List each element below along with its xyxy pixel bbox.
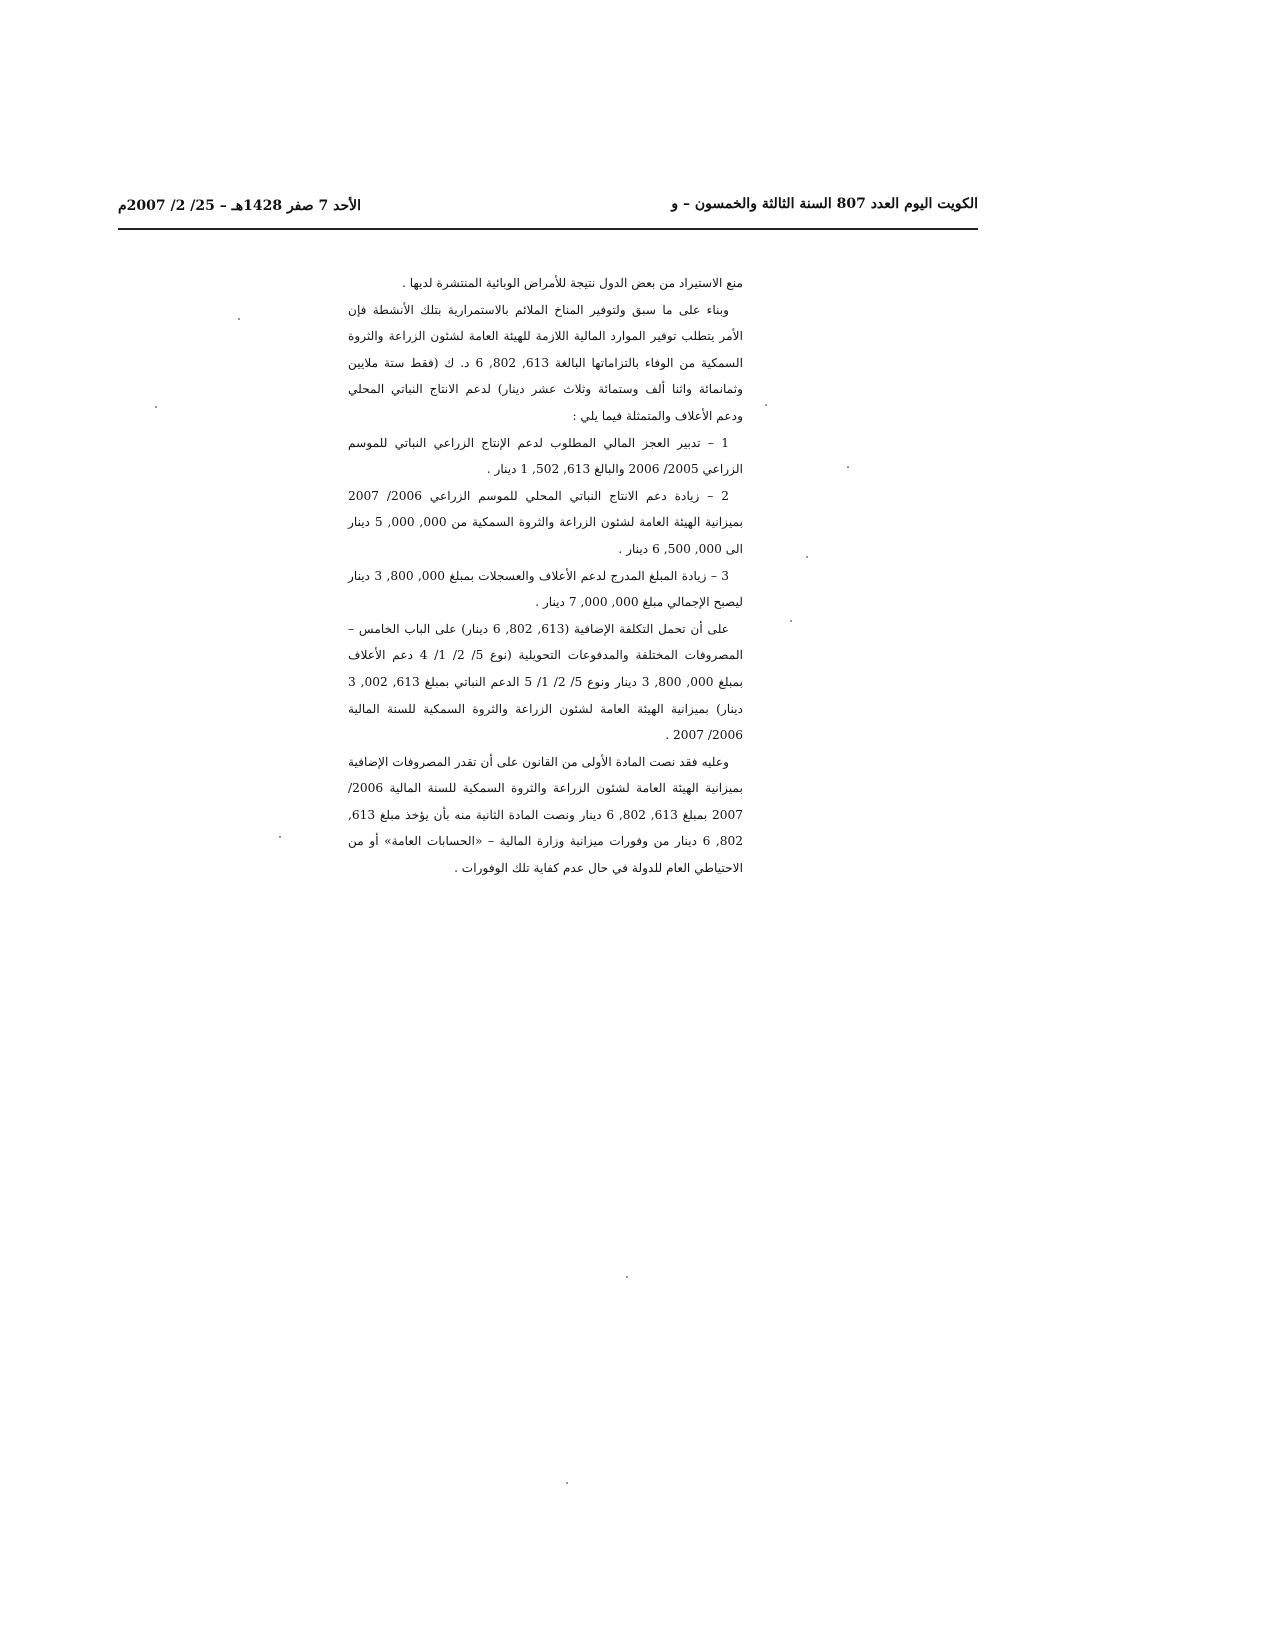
scan-speck xyxy=(790,620,792,622)
scan-speck xyxy=(806,556,808,558)
publication-header: الكويت اليوم العدد 807 السنة الثالثة والخمسون – و xyxy=(671,196,978,212)
paragraph-1: منع الاستيراد من بعض الدول نتيجة للأمراض الوبائية المنتشرة لديها . xyxy=(402,276,743,290)
page-header xyxy=(118,196,978,232)
header-rule xyxy=(118,228,978,230)
item-2: 2 – زيادة دعم الانتاج النباتي المحلي للموسم الزراعي 2006/ 2007 بميزانية الهيئة العامة لشئون الزراعة والثروة السمكية من 000, 000, 5 دينار الى 000, 500, 6 دينار . xyxy=(348,488,744,556)
issue-date: الأحد 7 صفر 1428هـ – 25/ 2/ 2007م xyxy=(118,198,362,214)
paragraph-3: على أن تحمل التكلفة الإضافية (613, 802, 6 دينار) على الباب الخامس – المصروفات المختلفة والمدفوعات التحويلية (نوع 5/ 2/ 1/ 4 دعم الأعلاف بمبلغ 000, 800, 3 دينار ونوع 5/ 2/ 1/ 5 الدعم النباتي بمبلغ 613, 002, 3 دينار) بميزانية الهيئة العامة لشئون الزراعة والثروة السمكية للسنة المالية 2006/ 2007 . xyxy=(348,621,744,743)
article-column xyxy=(348,270,743,882)
scan-speck xyxy=(765,404,767,406)
scan-speck xyxy=(238,318,240,320)
paragraph-4: وعليه فقد نصت المادة الأولى من القانون على أن تقدر المصروفات الإضافية بميزانية الهيئة العامة لشئون الزراعة والثروة السمكية للسنة المالية 2006/ 2007 بمبلغ 613, 802, 6 دينار ونصت المادة الثانية منه بأن يؤخذ مبلغ 613, 802, 6 دينار من وفورات ميزانية وزارة المالية – «الحسابات العامة» أو من الاحتياطي العام للدولة في حال عدم كفاية تلك الوفورات . xyxy=(348,754,744,876)
item-3: 3 – زيادة المبلغ المدرج لدعم الأعلاف والعسجلات بمبلغ 000, 800, 3 دينار ليصبح الإجمالي مبلغ 000, 000, 7 دينار . xyxy=(348,568,743,610)
scan-speck xyxy=(279,836,281,838)
item-1: 1 – تدبير العجز المالي المطلوب لدعم الإنتاج الزراعي النباتي للموسم الزراعي 2005/ 2006 والبالغ 613, 502, 1 دينار . xyxy=(348,435,743,477)
scan-speck xyxy=(847,466,849,468)
scan-speck xyxy=(626,1276,628,1278)
scan-speck xyxy=(155,406,157,408)
scan-speck xyxy=(566,1482,568,1484)
paragraph-2: وبناء على ما سبق ولتوفير المناخ الملائم بالاستمرارية بتلك الأنشطة فإن الأمر يتطلب توفير الموارد المالية اللازمة للهيئة العامة لشئون الزراعة والثروة السمكية من الوفاء بالتزاماتها البالغة 613, 802, 6 د. ك (فقط ستة ملايين وثمانمائة واثنا ألف وستمائة وثلاث عشر دينار) لدعم الانتاج النباتي المحلي ودعم الأعلاف والمتمثلة فيما يلي : xyxy=(348,302,743,423)
